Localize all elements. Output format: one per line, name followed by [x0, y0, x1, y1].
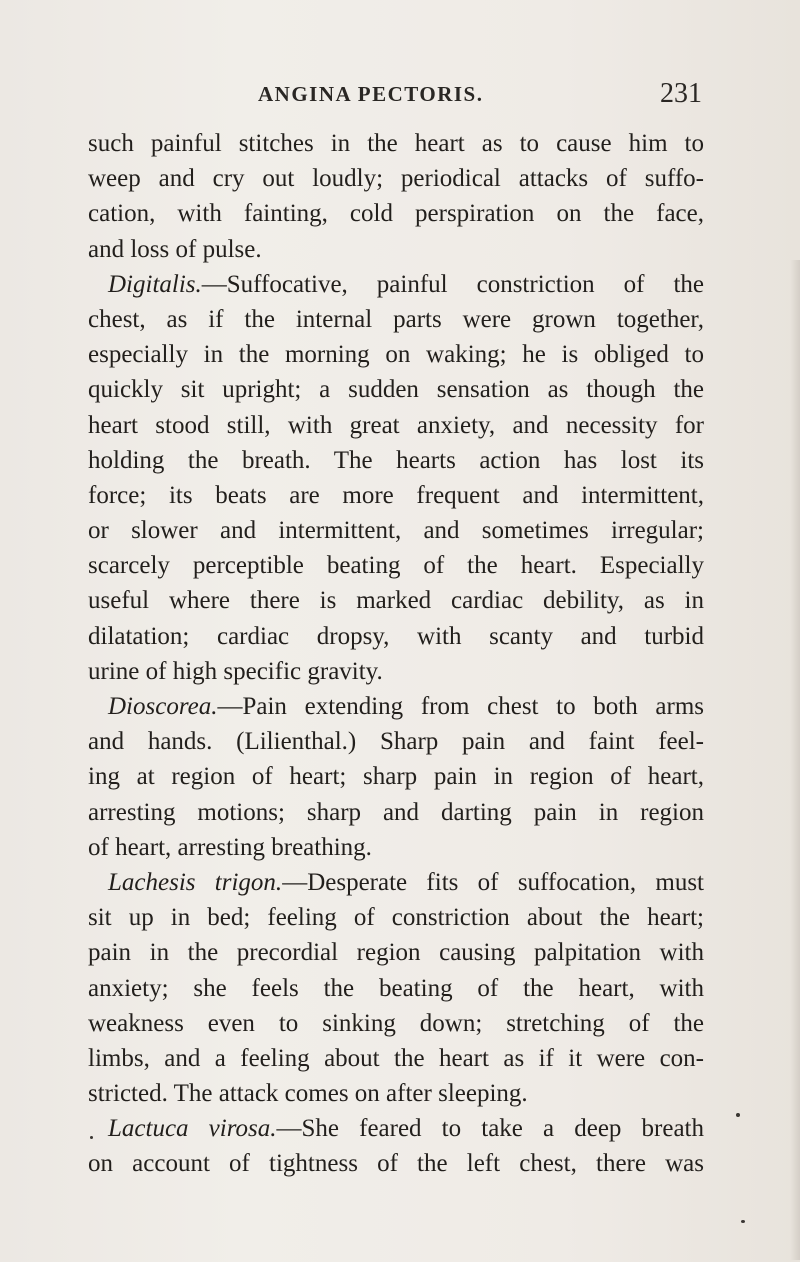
line-text: —She feared to take a deep breath — [276, 1115, 704, 1143]
page-header — [0, 78, 800, 116]
running-title: ANGINA PECTORIS. — [258, 82, 484, 106]
text-line: stricted. The attack comes on after sleeping. — [88, 1080, 528, 1108]
page-edge-shadow — [790, 260, 800, 1260]
text-line — [88, 865, 704, 900]
paragraph-lachesis — [88, 865, 704, 1111]
body-text — [88, 126, 704, 1182]
text-line: such painful stitches in the heart as to cause him to — [88, 130, 704, 157]
remedy-name: Dioscorea. — [108, 693, 218, 720]
print-speck — [90, 1136, 93, 1139]
text-line: weep and cry out loudly; periodical attacks of suffo- — [88, 165, 704, 193]
line-text: —Desperate fits of suffocation, must — [282, 868, 705, 896]
text-line: ing at region of heart; sharp pain in region of heart, — [88, 763, 704, 791]
text-line: quickly sit upright; a sudden sensation as though the — [88, 376, 704, 404]
print-speck — [736, 1113, 740, 1117]
paragraph-continuation — [88, 126, 704, 267]
text-line: or slower and intermittent, and sometimes irregular; — [88, 517, 704, 545]
text-line: force; its beats are more frequent and intermittent, — [88, 481, 704, 509]
text-line: weakness even to sinking down; stretching of the — [88, 1009, 704, 1037]
text-line: holding the breath. The hearts action has lost its — [88, 446, 704, 474]
text-line: urine of high specific gravity. — [88, 657, 383, 685]
text-line: anxiety; she feels the beating of the heart, with — [88, 974, 704, 1002]
text-line: especially in the morning on waking; he is obliged to — [88, 341, 704, 369]
text-line: and hands. (Lilienthal.) Sharp pain and faint feel- — [88, 728, 704, 756]
text-line: cation, with fainting, cold perspiration on the face, — [88, 200, 704, 228]
text-line — [88, 1111, 704, 1146]
text-line: useful where there is marked cardiac debility, as in — [88, 587, 704, 615]
text-line — [88, 267, 704, 302]
text-line: chest, as if the internal parts were grown together, — [88, 305, 704, 333]
line-text: —Suffocative, painful constriction of the — [201, 270, 704, 298]
text-line: heart stood still, with great anxiety, and necessity for — [88, 411, 704, 439]
text-line — [88, 689, 704, 724]
text-line: limbs, and a feeling about the heart as if it were con- — [88, 1044, 704, 1072]
text-line: of heart, arresting breathing. — [88, 833, 372, 861]
text-line: scarcely perceptible beating of the heart. Especially — [88, 552, 704, 580]
text-line: sit up in bed; feeling of constriction about the heart; — [88, 904, 704, 932]
paragraph-dioscorea — [88, 689, 704, 865]
text-line: and loss of pulse. — [88, 235, 262, 263]
text-line: arresting motions; sharp and darting pain in region — [88, 798, 704, 826]
remedy-name: Lactuca virosa. — [108, 1115, 277, 1143]
print-speck — [741, 1220, 745, 1223]
remedy-name: Lachesis trigon. — [108, 868, 283, 896]
text-line: dilatation; cardiac dropsy, with scanty and turbid — [88, 622, 704, 650]
paragraph-digitalis — [88, 267, 704, 689]
text-line: pain in the precordial region causing palpitation with — [88, 939, 704, 967]
line-text: —Pain extending from chest to both arms — [217, 693, 704, 720]
page-number: 231 — [660, 78, 702, 109]
paragraph-lactuca — [88, 1111, 704, 1181]
remedy-name: Digitalis. — [108, 270, 202, 298]
text-line: on account of tightness of the left chest, there was — [88, 1150, 704, 1178]
